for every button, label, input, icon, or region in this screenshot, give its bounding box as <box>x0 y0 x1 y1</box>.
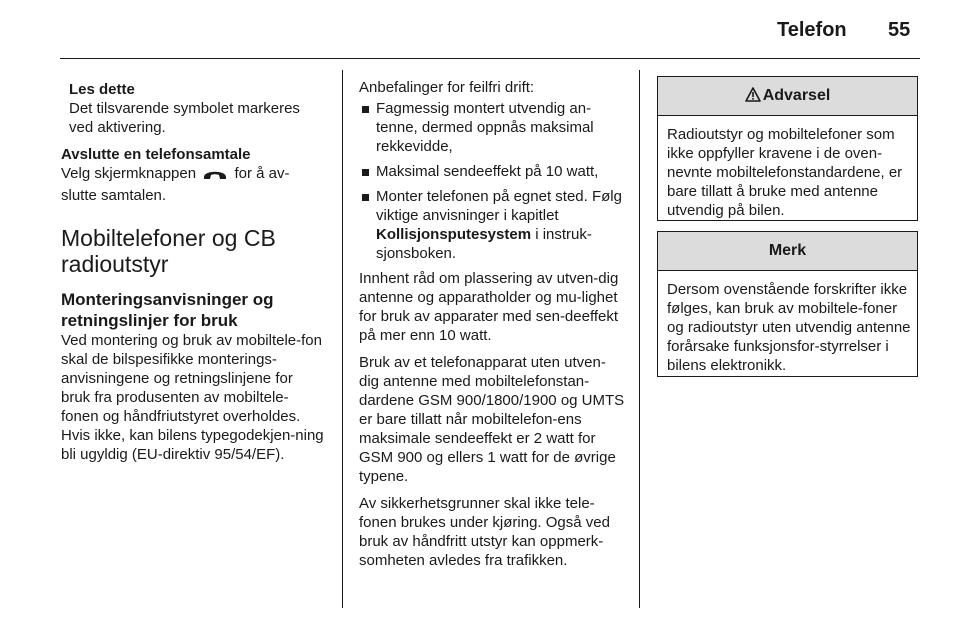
note-text: Det tilsvarende symbolet markeres ved aktivering. <box>69 100 300 136</box>
warning-box-header <box>658 77 917 116</box>
paragraph-gsm-rules: Bruk av et telefonapparat uten utven-dig antenne med mobiltelefonstan-dardene GSM 900/1800/1900 og UMTS er bare tillatt når mobiltelefon-ens maksimale sendeeffekt er 2 watt for GSM 900 og ellers 1 watt for de øvrige typene. <box>359 354 625 485</box>
end-call-text-end: for å av- <box>234 165 290 182</box>
header-divider <box>60 58 920 59</box>
page-number: 55 <box>888 19 911 41</box>
recommendations-list <box>359 99 625 263</box>
list-item <box>359 187 625 263</box>
list-item-text: Fagmessig montert utvendig an-tenne, dermed oppnås maksimal rekkevidde, <box>376 100 594 155</box>
list-item <box>359 99 625 156</box>
bullet-icon <box>362 106 369 113</box>
end-call-heading: Avslutte en telefonsamtale <box>61 146 251 163</box>
recommendations-intro: Anbefalinger for feilfri drift: <box>359 79 535 96</box>
chapter-reference: Kollisjonsputesystem <box>376 226 532 243</box>
end-call-text-line2: slutte samtalen. <box>61 187 167 204</box>
section-heading: Mobiltelefoner og CB radioutstyr <box>61 225 276 277</box>
note-box-text: Dersom ovenstående forskrifter ikke følges, kan bruk av mobiltele-foner og radioutstyr uten utvendig antenne forårsake funksjonsfor-styrrelser i bilens elektronikk. <box>667 281 911 374</box>
column-1 <box>61 80 326 464</box>
warning-box-text: Radioutstyr og mobiltelefoner som ikke oppfyller kravene i de oven-nevnte mobiltelefonstandardene, er bare tillatt å bruke med antenne utvendig på bilen. <box>667 126 903 219</box>
page-title: Telefon <box>777 19 847 41</box>
note-box-header <box>658 232 917 271</box>
paragraph-safety: Av sikkerhetsgrunner skal ikke tele-fonen brukes under kjøring. Også ved bruk av håndfritt utstyr kan oppmerk-somheten avledes fra trafikken. <box>359 495 610 569</box>
warning-box <box>657 76 918 221</box>
column-divider-2 <box>639 70 640 608</box>
page-header <box>0 0 960 60</box>
end-call-text-start: Velg skjermknappen <box>61 165 197 182</box>
warning-box-title: Advarsel <box>762 87 831 104</box>
column-2 <box>359 78 625 570</box>
note-box-title: Merk <box>768 242 807 259</box>
bullet-icon <box>362 169 369 176</box>
list-item-text: Maksimal sendeeffekt på 10 watt, <box>376 163 599 180</box>
installation-text: Ved montering og bruk av mobiltele-fon skal de bilspesifikke monterings-anvisningene og retningslinjene for bruk fra produsenten av mobiltele-fonen og håndfriutstyret overholdes. Hvis ikke, kan bilens typegodekjen-ning bli ugyldig (EU-direktiv 95/54/EF). <box>61 332 324 463</box>
list-item-text-tail: i instruk-sjonsboken. <box>376 226 592 262</box>
warning-triangle-icon <box>745 80 761 118</box>
column-divider-1 <box>342 70 343 608</box>
note-box <box>657 231 918 377</box>
list-item-text: Monter telefonen på egnet sted. Følg viktige anvisninger i kapitlet <box>376 188 622 224</box>
note-title: Les dette <box>69 81 135 98</box>
bullet-icon <box>362 194 369 201</box>
read-note <box>69 80 326 137</box>
end-call-text <box>61 164 326 205</box>
paragraph-antenna-advice: Innhent råd om plassering av utven-dig antenne og apparatholder og mu-lighet for bruk av apparater med sen-deeffekt på mer enn 10 watt. <box>359 270 619 344</box>
hang-up-phone-icon <box>202 167 228 186</box>
list-item <box>359 162 625 181</box>
subsection-heading: Monteringsanvisninger og retningslinjer for bruk <box>61 290 274 330</box>
